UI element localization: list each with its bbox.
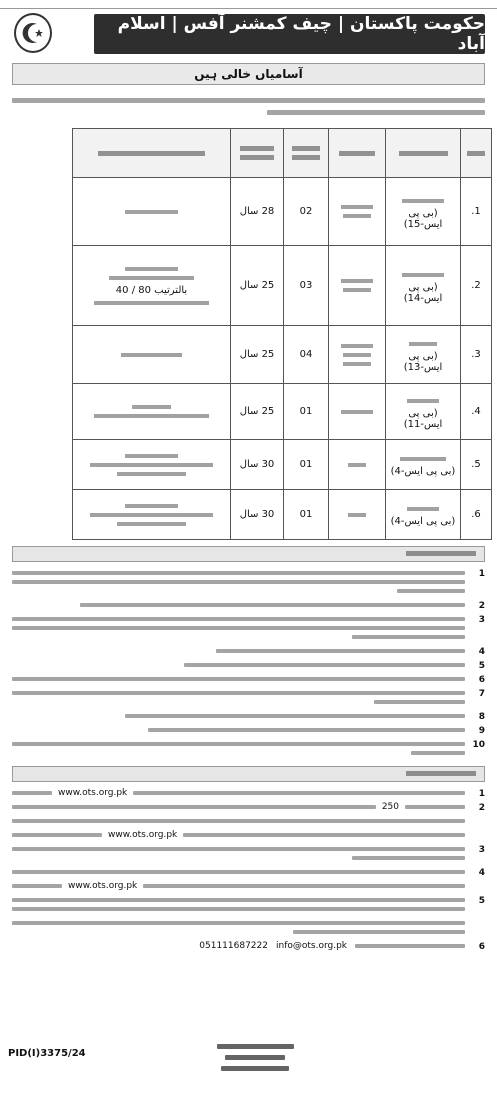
qualification-cell	[73, 384, 231, 440]
scale: (بی پی ایس-13)	[403, 350, 443, 373]
qualification-cell	[73, 326, 231, 384]
top-rule	[0, 0, 497, 9]
qualification-cell	[73, 246, 231, 326]
age: 25 سال	[231, 246, 284, 326]
list-item: 4 www.ots.org.pk	[12, 865, 485, 893]
seats: 03	[284, 246, 329, 326]
footer	[0, 1038, 497, 1086]
quota-cell	[329, 440, 386, 490]
application-header	[12, 766, 485, 782]
jobs-table	[72, 128, 492, 540]
list-item: 1	[12, 566, 485, 598]
scale: (بی پی ایس-4)	[390, 466, 456, 477]
list-item: 6	[12, 672, 485, 686]
age: 30 سال	[231, 440, 284, 490]
seats: 02	[284, 178, 329, 246]
masthead-title: حکومت پاکستان | چیف کمشنر آفس | اسلام آباد	[117, 14, 485, 54]
list-item: 4	[12, 644, 485, 658]
list-item: 6 info@ots.org.pk 051111687222	[199, 941, 485, 952]
list-item: 5	[12, 658, 485, 672]
table-row	[73, 326, 492, 384]
list-item	[12, 916, 485, 939]
col-header-seats	[284, 129, 329, 178]
quota-cell	[329, 326, 386, 384]
row-number: 4.	[461, 384, 492, 440]
intro-paragraph	[6, 89, 491, 124]
list-item: 9	[12, 723, 485, 737]
vacancies-header: آسامیاں خالی ہیں	[12, 63, 485, 85]
list-item: 2	[12, 598, 485, 612]
fee-amount: 250	[381, 802, 399, 812]
masthead	[6, 9, 491, 59]
table-row	[73, 246, 492, 326]
speed-note: بالترتیب 80 / 40	[115, 284, 188, 296]
list-item: 7	[12, 686, 485, 709]
list-item: 5	[12, 893, 485, 916]
row-number: 1.	[461, 178, 492, 246]
masthead-banner	[94, 14, 485, 54]
col-header-age	[231, 129, 284, 178]
scale: (بی پی ایس-15)	[403, 207, 443, 230]
post-cell	[386, 178, 461, 246]
table-row	[73, 384, 492, 440]
seats: 01	[284, 490, 329, 540]
phone-number: 051111687222	[199, 941, 268, 951]
col-header-quota	[329, 129, 386, 178]
quota-cell	[329, 384, 386, 440]
seats: 01	[284, 384, 329, 440]
scale: (بی پی ایس-11)	[403, 407, 443, 430]
list-item: 3	[12, 842, 485, 865]
conditions-list	[6, 566, 491, 760]
table-row	[73, 440, 492, 490]
post-cell	[386, 246, 461, 326]
pid-number: PID(I)3375/24	[8, 1048, 86, 1059]
row-number: 6.	[461, 490, 492, 540]
post-cell	[386, 384, 461, 440]
scale: (بی پی ایس-4)	[390, 516, 456, 527]
table-row	[73, 490, 492, 540]
post-cell	[386, 326, 461, 384]
ots-website-link[interactable]: www.ots.org.pk	[108, 830, 178, 840]
scale: (بی پی ایس-14)	[403, 281, 443, 304]
seats: 04	[284, 326, 329, 384]
age: 25 سال	[231, 384, 284, 440]
row-number: 5.	[461, 440, 492, 490]
post-cell	[386, 440, 461, 490]
qualification-cell	[73, 178, 231, 246]
row-number: 3.	[461, 326, 492, 384]
quota-cell	[329, 490, 386, 540]
col-header-qualification	[73, 129, 231, 178]
age: 25 سال	[231, 326, 284, 384]
conditions-header	[12, 546, 485, 562]
emblem-logo	[14, 13, 52, 53]
quota-cell	[329, 246, 386, 326]
age: 30 سال	[231, 490, 284, 540]
col-header-post	[386, 129, 461, 178]
quota-cell	[329, 178, 386, 246]
seats: 01	[284, 440, 329, 490]
col-header-no	[461, 129, 492, 178]
ots-website-link[interactable]: www.ots.org.pk	[58, 788, 128, 798]
list-item: 1 www.ots.org.pk	[12, 786, 485, 800]
list-item: 8	[12, 709, 485, 723]
row-number: 2.	[461, 246, 492, 326]
crescent-star-icon	[20, 20, 46, 46]
list-item: 10	[12, 737, 485, 760]
qualification-cell	[73, 490, 231, 540]
qualification-cell	[73, 440, 231, 490]
table-row	[73, 178, 492, 246]
signature-block	[200, 1038, 310, 1077]
list-item: 2 250 www.ots.org.pk	[12, 800, 485, 842]
list-item: 3	[12, 612, 485, 644]
email-address[interactable]: info@ots.org.pk	[275, 941, 347, 951]
ots-website-link[interactable]: www.ots.org.pk	[68, 881, 138, 891]
age: 28 سال	[231, 178, 284, 246]
application-steps	[6, 786, 491, 953]
post-cell	[386, 490, 461, 540]
